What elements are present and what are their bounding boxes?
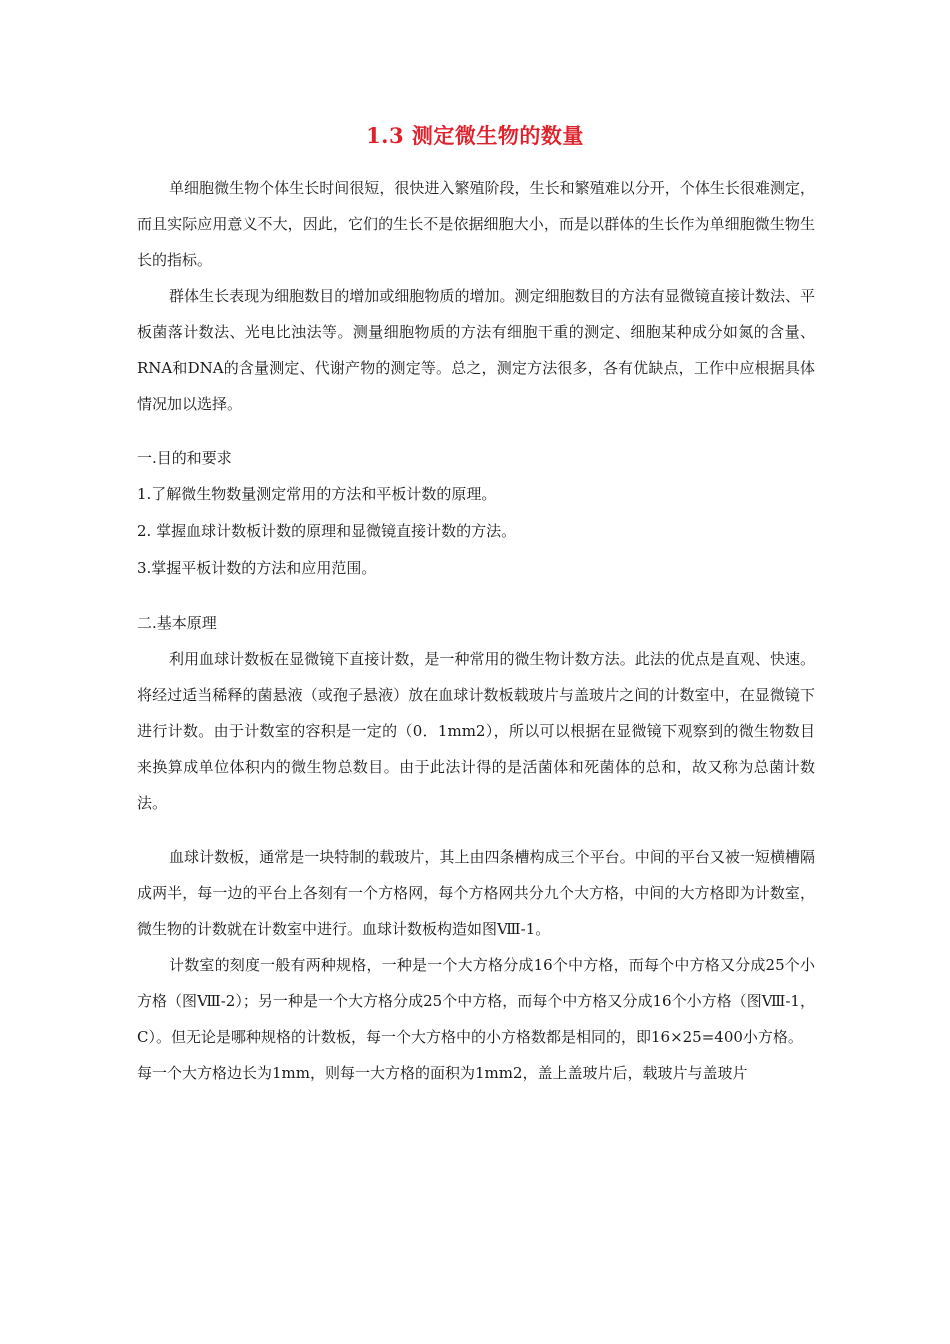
document-body [137,170,815,1091]
document-title: 1.3 测定微生物的数量 [366,123,584,148]
principle-paragraph-2: 血球计数板，通常是一块特制的载玻片，其上由四条槽构成三个平台。中间的平台又被一短横槽隔成两半，每一边的平台上各刻有一个方格网，每个方格网共分九个大方格，中间的大方格即为计数室，微生物的计数就在计数室中进行。血球计数板构造如图Ⅷ-1。 [137,848,815,938]
principle-paragraph-4: 每一个大方格边长为1mm，则每一大方格的面积为1mm2，盖上盖玻片后，载玻片与盖玻片 [137,1064,748,1082]
section-heading-principles: 二.基本原理 [137,614,217,632]
objective-item-1: 1.了解微生物数量测定常用的方法和平板计数的原理。 [137,485,497,503]
section-heading-objectives: 一.目的和要求 [137,449,232,467]
spacer [137,587,815,605]
spacer [137,422,815,440]
principle-paragraph-1: 利用血球计数板在显微镜下直接计数，是一种常用的微生物计数方法。此法的优点是直观、快速。将经过适当稀释的菌悬液（或孢子悬液）放在血球计数板载玻片与盖玻片之间的计数室中，在显微镜下进行计数。由于计数室的容积是一定的（0．1mm2），所以可以根据在显微镜下观察到的微生物数目来换算成单位体积内的微生物总数目。由于此法计得的是活菌体和死菌体的总和，故又称为总菌计数法。 [137,650,815,812]
intro-paragraph-1: 单细胞微生物个体生长时间很短，很快进入繁殖阶段，生长和繁殖难以分开，个体生长很难测定，而且实际应用意义不大，因此，它们的生长不是依据细胞大小，而是以群体的生长作为单细胞微生物生长的指标。 [137,179,815,269]
objective-item-2: 2. 掌握血球计数板计数的原理和显微镜直接计数的方法。 [137,522,517,540]
principle-paragraph-3: 计数室的刻度一般有两种规格，一种是一个大方格分成16个中方格，而每个中方格又分成25个小方格（图Ⅷ-2）；另一种是一个大方格分成25个中方格，而每个中方格又分成16个小方格（图Ⅷ-1，C）。但无论是哪种规格的计数板，每一个大方格中的小方格数都是相同的，即16×25=400小方格。 [137,956,815,1046]
intro-paragraph-2: 群体生长表现为细胞数目的增加或细胞物质的增加。测定细胞数目的方法有显微镜直接计数法、平板菌落计数法、光电比浊法等。测量细胞物质的方法有细胞干重的测定、细胞某种成分如氮的含量、RNA和DNA的含量测定、代谢产物的测定等。总之，测定方法很多，各有优缺点，工作中应根据具体情况加以选择。 [137,287,815,413]
spacer [137,821,815,839]
objective-item-3: 3.掌握平板计数的方法和应用范围。 [137,559,377,577]
